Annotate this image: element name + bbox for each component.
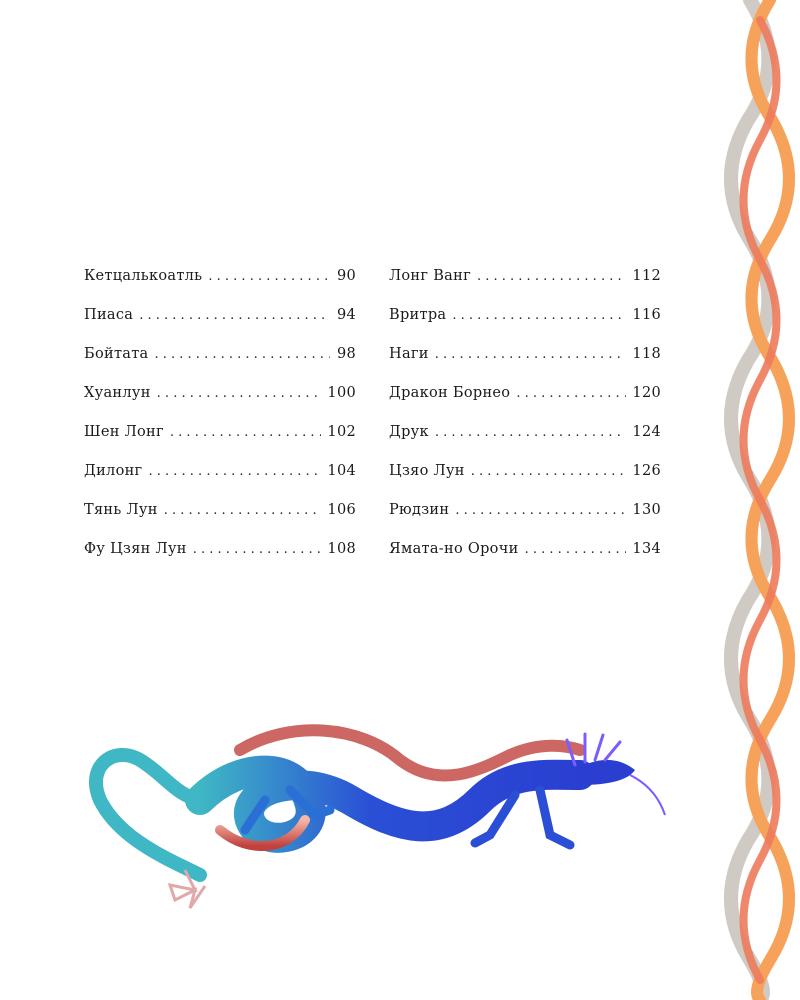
toc-entry[interactable] <box>84 268 356 307</box>
toc-entry[interactable] <box>389 541 661 580</box>
toc-entry[interactable] <box>389 307 661 346</box>
toc-leader-dots <box>170 425 322 440</box>
toc-entry-title: Бойтата <box>84 346 149 362</box>
toc-entry-title: Ямата-но Орочи <box>389 541 519 557</box>
dragon-illustration <box>60 690 700 940</box>
toc-entry-page: 126 <box>632 463 661 479</box>
toc-leader-dots <box>154 347 330 362</box>
toc-entry-page: 116 <box>632 307 661 323</box>
dragon-leg <box>540 790 570 845</box>
toc-entry[interactable] <box>389 346 661 385</box>
toc-leader-dots <box>452 308 626 323</box>
toc-column-right <box>389 268 661 580</box>
toc-entry-title: Фу Цзян Лун <box>84 541 187 557</box>
toc-leader-dots <box>157 386 322 401</box>
toc-leader-dots <box>471 464 627 479</box>
braid-strands <box>731 0 789 1000</box>
toc-entry-title: Наги <box>389 346 429 362</box>
toc-entry-title: Тянь Лун <box>84 502 158 518</box>
toc-entry-title: Шен Лонг <box>84 424 164 440</box>
toc-entry-page: 102 <box>327 424 356 440</box>
toc-entry-page: 100 <box>327 385 356 401</box>
toc-leader-dots <box>435 425 627 440</box>
toc-entry[interactable] <box>389 268 661 307</box>
toc-entry-page: 94 <box>336 307 356 323</box>
toc-entry-page: 118 <box>632 346 661 362</box>
toc-leader-dots <box>455 503 626 518</box>
toc-entry-title: Вритра <box>389 307 447 323</box>
toc-entry[interactable] <box>389 502 661 541</box>
toc-entry-title: Кетцалькоатль <box>84 268 203 284</box>
toc-entry-title: Цзяо Лун <box>389 463 465 479</box>
toc-entry-page: 90 <box>336 268 356 284</box>
toc-entry-title: Хуанлун <box>84 385 151 401</box>
toc-entry[interactable] <box>84 385 356 424</box>
toc-entry-page: 134 <box>632 541 661 557</box>
toc-entry[interactable] <box>84 463 356 502</box>
toc-entry-title: Пиаса <box>84 307 134 323</box>
toc-entry-title: Друк <box>389 424 429 440</box>
toc-leader-dots <box>477 269 626 284</box>
toc-entry-title: Дракон Борнео <box>389 385 511 401</box>
toc-entry-page: 112 <box>632 268 661 284</box>
decorative-braid <box>720 0 800 1000</box>
toc-entry[interactable] <box>84 307 356 346</box>
toc-entry[interactable] <box>389 463 661 502</box>
toc-entry-page: 104 <box>327 463 356 479</box>
toc-entry-title: Дилонг <box>84 463 143 479</box>
toc-leader-dots <box>148 464 321 479</box>
toc-entry-page: 130 <box>632 502 661 518</box>
toc-entry[interactable] <box>389 385 661 424</box>
toc-entry-title: Лонг Ванг <box>389 268 471 284</box>
dragon-tail <box>96 755 200 875</box>
toc-leader-dots <box>516 386 626 401</box>
toc-entry[interactable] <box>84 502 356 541</box>
toc-entry[interactable] <box>84 424 356 463</box>
toc-entry-page: 120 <box>632 385 661 401</box>
toc-entry-page: 106 <box>327 502 356 518</box>
dragon-whisker <box>630 775 665 815</box>
toc-entry-page: 108 <box>327 541 356 557</box>
toc-entry[interactable] <box>389 424 661 463</box>
toc-entry-page: 124 <box>632 424 661 440</box>
toc-leader-dots <box>193 542 322 557</box>
toc-leader-dots <box>139 308 330 323</box>
toc-leader-dots <box>525 542 627 557</box>
toc-entry-title: Рюдзин <box>389 502 450 518</box>
toc-leader-dots <box>208 269 330 284</box>
toc-leader-dots <box>164 503 322 518</box>
toc-column-left <box>84 268 356 580</box>
toc-leader-dots <box>435 347 627 362</box>
toc-entry[interactable] <box>84 541 356 580</box>
toc-entry-page: 98 <box>336 346 356 362</box>
toc-entry[interactable] <box>84 346 356 385</box>
